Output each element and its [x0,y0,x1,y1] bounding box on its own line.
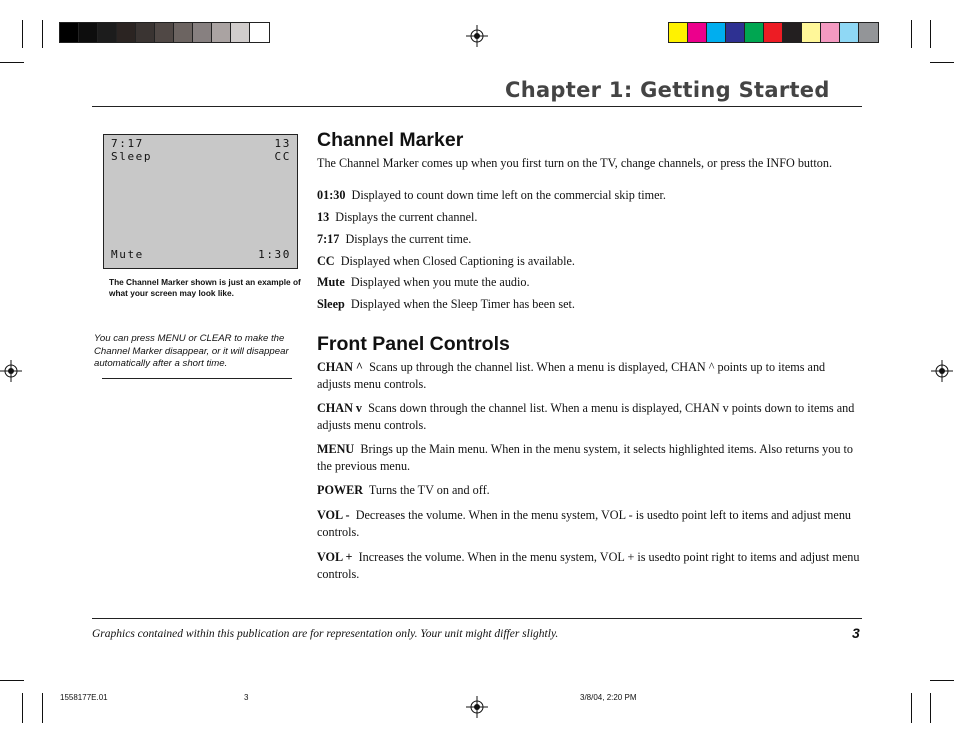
front-panel-term: CHAN ^ [317,360,364,374]
channel-marker-term: Mute [317,275,345,289]
slug-page: 3 [244,693,249,702]
channel-marker-heading: Channel Marker [317,129,464,151]
color-swatch [98,23,117,42]
slug-date: 3/8/04, 2:20 PM [580,693,637,702]
color-swatch [79,23,98,42]
front-panel-description: Turns the TV on and off. [363,483,490,497]
front-panel-item [317,482,862,499]
grayscale-calibration-bar [59,22,270,43]
crop-mark [22,20,23,48]
crop-mark [930,20,931,48]
crop-mark [911,693,912,723]
channel-marker-description: Displayed to count down time left on the commercial skip timer. [345,188,666,202]
registration-mark-icon [931,360,953,382]
chapter-title: Chapter 1: Getting Started [505,78,830,102]
screen-channel: 13 [274,137,291,150]
front-panel-description: Scans down through the channel list. When a menu is displayed, CHAN v points down to items and adjusts menu controls. [317,401,855,432]
channel-marker-term: CC [317,254,335,268]
color-swatch [174,23,193,42]
screen-mute: Mute [111,248,144,261]
front-panel-term: POWER [317,483,364,497]
channel-marker-item [317,274,862,291]
color-swatch [783,23,802,42]
front-panel-item [317,441,862,474]
channel-marker-term: 01:30 [317,188,346,202]
screen-caption: The Channel Marker shown is just an example of what your screen may look like. [109,277,301,298]
crop-mark [930,693,931,723]
color-swatch [250,23,269,42]
front-panel-item [317,359,862,392]
front-panel-term: VOL + [317,550,353,564]
color-swatch [60,23,79,42]
screen-timer: 1:30 [258,248,291,261]
channel-marker-item [317,296,862,313]
front-panel-description: Brings up the Main menu. When in the menu system, it selects highlighted items. Also returns you to the previous menu. [317,442,853,473]
channel-marker-term: 13 [317,210,330,224]
front-panel-item [317,549,862,582]
channel-marker-description: Displayed when you mute the audio. [344,275,530,289]
channel-marker-term: 7:17 [317,232,340,246]
front-panel-heading: Front Panel Controls [317,333,510,355]
crop-mark [0,680,24,681]
color-swatch [859,23,878,42]
crop-mark [930,62,954,63]
front-panel-term: VOL - [317,508,350,522]
color-swatch [155,23,174,42]
color-swatch [136,23,155,42]
color-swatch [193,23,212,42]
registration-mark-icon [466,696,488,718]
channel-marker-description: Displayed when Closed Captioning is available. [334,254,575,268]
color-swatch [764,23,783,42]
channel-marker-description: Displays the current time. [339,232,472,246]
front-panel-item [317,400,862,433]
front-panel-term: MENU [317,442,355,456]
footer-disclaimer: Graphics contained within this publication are for representation only. Your unit might differ slightly. [92,628,559,640]
color-swatch [231,23,250,42]
color-swatch [840,23,859,42]
page-number: 3 [852,625,860,641]
side-note-rule [102,378,292,379]
channel-marker-screen [103,134,298,269]
color-swatch [117,23,136,42]
channel-marker-item [317,253,862,270]
crop-mark [22,693,23,723]
crop-mark [911,20,912,48]
slug-job-number: 1558177E.01 [60,693,108,702]
color-swatch [669,23,688,42]
channel-marker-description: Displays the current channel. [329,210,478,224]
crop-mark [930,680,954,681]
front-panel-term: CHAN v [317,401,363,415]
color-swatch [726,23,745,42]
side-note: You can press MENU or CLEAR to make the Channel Marker disappear, or it will disappear automatically after a short time. [94,333,289,369]
color-swatch [688,23,707,42]
crop-mark [0,62,24,63]
front-panel-description: Increases the volume. When in the menu system, VOL + is usedto point right to items and adjust menu controls. [317,550,860,581]
crop-mark [42,693,43,723]
channel-marker-item [317,187,862,204]
channel-marker-description: Displayed when the Sleep Timer has been set. [344,297,575,311]
color-calibration-bar [668,22,879,43]
color-swatch [212,23,231,42]
channel-marker-item [317,231,862,248]
screen-cc: CC [274,150,291,163]
screen-sleep: Sleep [111,150,153,163]
channel-marker-intro: The Channel Marker comes up when you first turn on the TV, change channels, or press the INFO button. [317,156,833,170]
front-panel-description: Decreases the volume. When in the menu system, VOL - is usedto point left to items and adjust menu controls. [317,508,852,539]
channel-marker-term: Sleep [317,297,345,311]
front-panel-description: Scans up through the channel list. When a menu is displayed, CHAN ^ points up to items and adjusts menu controls. [317,360,826,391]
header-rule [92,106,862,107]
color-swatch [745,23,764,42]
color-swatch [802,23,821,42]
registration-mark-icon [466,25,488,47]
registration-mark-icon [0,360,22,382]
footer-rule [92,618,862,619]
color-swatch [707,23,726,42]
screen-time: 7:17 [111,137,144,150]
color-swatch [821,23,840,42]
front-panel-item [317,507,862,540]
crop-mark [42,20,43,48]
channel-marker-item [317,209,862,226]
